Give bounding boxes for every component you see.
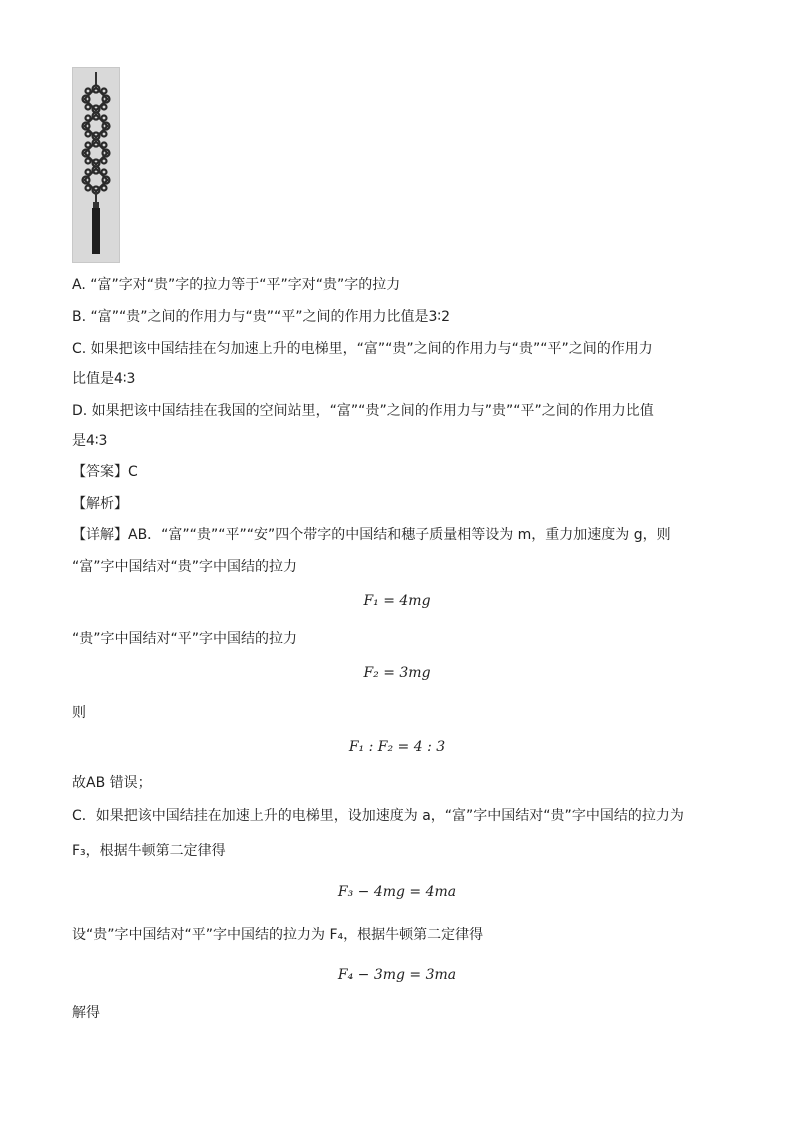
answer-value: C [128,464,138,480]
equation-2: F₂ = 3mg [363,665,431,681]
option-b: B. “富”“贵”之间的作用力与“贵”“平”之间的作用力比值是3∶2 [72,309,450,325]
detail-line-3: “贵”字中国结对“平”字中国结的拉力 [72,631,298,647]
answer-line [72,462,138,482]
detail-line-9: 解得 [72,1005,100,1021]
option-d: D. 如果把该中国结挂在我国的空间站里，“富”“贵”之间的作用力与”贵”“平”之间的作用力比值 [72,403,654,419]
equation-3: F₁ : F₂ = 4 : 3 [348,739,446,755]
detail-line-4: 则 [72,705,86,721]
equation-5: F₄ − 3mg = 3ma [337,967,457,983]
equation-4: F₃ − 4mg = 4ma [337,884,457,900]
detail-line-5: 故AB 错误； [72,775,152,791]
detail-line-2: “富”字中国结对“贵”字中国结的拉力 [72,559,298,575]
option-d-continued: 是4∶3 [72,433,108,449]
option-c-continued: 比值是4∶3 [72,371,136,387]
chinese-knot-figure [72,67,120,263]
detail-line-7: F₃，根据牛顿第二定律得 [72,843,226,859]
equation-1: F₁ = 4mg [363,593,431,609]
detail-line-1: 【详解】AB．“富”“贵”“平”“安”四个带字的中国结和穗子质量相等设为 m，重力加速度为 g，则 [72,527,671,543]
option-a: A. “富”字对“贵”字的拉力等于“平”字对“贵”字的拉力 [72,277,401,293]
option-c: C. 如果把该中国结挂在匀加速上升的电梯里，“富”“贵”之间的作用力与“贵”“平”之间的作用力 [72,341,653,357]
chinese-knot-image [73,68,119,262]
detail-line-8: 设“贵”字中国结对“平”字中国结的拉力为 F₄，根据牛顿第二定律得 [72,927,484,943]
answer-tag: 【答案】 [72,464,128,480]
analysis-tag: 【解析】 [72,496,128,512]
detail-line-6: C．如果把该中国结挂在加速上升的电梯里，设加速度为 a，“富”字中国结对“贵”字中国结的拉力为 [72,808,684,824]
